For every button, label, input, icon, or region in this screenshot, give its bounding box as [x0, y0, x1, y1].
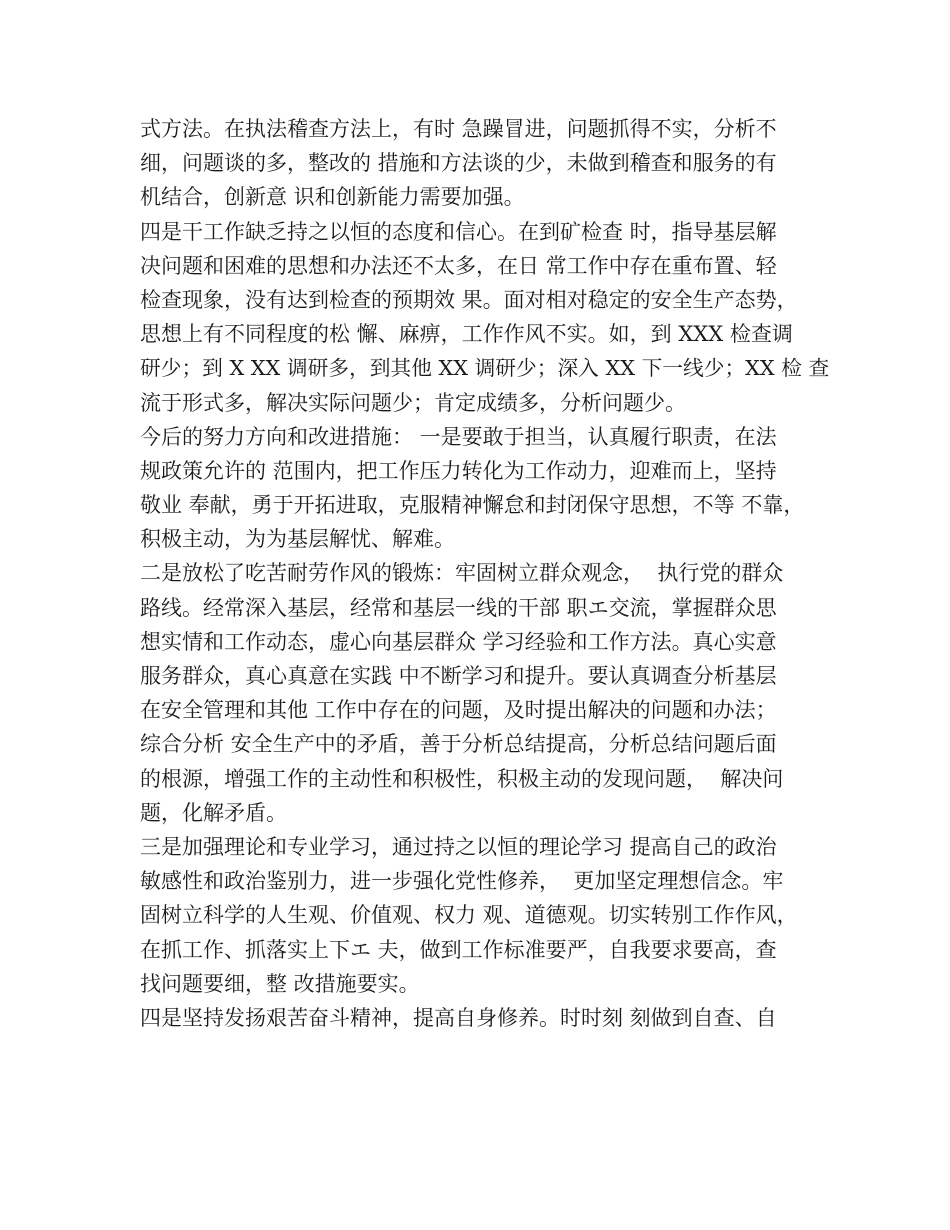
text-line: 机结合，创新意 识和创新能力需要加强。 [140, 185, 525, 210]
text-line: 的根源，增强工作的主动性和积极性，积极主动的发现问题， 解决问 [140, 766, 784, 791]
text-line: 四是坚持发扬艰苦奋斗精神，提高自身修养。时时刻 刻做到自查、自 [140, 1005, 777, 1030]
document-body [140, 112, 830, 1035]
text-line: 服务群众，真心真意在实践 中不断学习和提升。要认真调查分析基层 [140, 664, 777, 688]
text-line: 细，问题谈的多，整改的 措施和方法谈的少，未做到稽查和服务的有 [140, 151, 777, 176]
text-line: 在抓工作、抓落实上下エ 夫，做到工作标准要严，自我要求要高，查 [140, 937, 777, 962]
text-line: 今后的努力方向和改进措施： 一是要敢于担当，认真履行职责，在法 [140, 424, 777, 449]
text-line: 思想上有不同程度的松 懈、麻痹，工作作风不实。如，到 XXX 检查调 [140, 322, 793, 347]
text-line: 敬业 奉献，勇于开拓进取，克服精神懈怠和封闭保守思想，不等 不靠， [140, 493, 805, 518]
text-line: 流于形式多，解决实际问题少；肯定成绩多，分析问题少。 [140, 390, 686, 415]
text-line: 综合分析 安全生产中的矛盾，善于分析总结提高，分析总结问题后面 [140, 732, 777, 757]
text-line: 题，化解矛盾。 [140, 800, 287, 825]
text-line: 规政策允许的 范围内，把工作压力转化为工作动力，迎难而上，坚持 [140, 458, 777, 483]
text-line: 式方法。在执法稽查方法上，有时 急躁冒进，问题抓得不实，分析不 [140, 117, 777, 141]
text-line: 想实情和工作动态，虚心向基层群众 学习经验和工作方法。真心实意 [140, 629, 777, 654]
text-line: 积极主动，为为基层解忧、解难。 [140, 527, 455, 552]
text-line: 三是加强理论和专业学习，通过持之以恒的理论学习 提高自己的政治 [140, 834, 777, 859]
text-line: 找问题要细，整 改措施要实。 [140, 971, 420, 996]
text-line: 在安全管理和其他 工作中存在的问题，及时提出解决的问题和办法； [140, 698, 777, 723]
text-line: 路线。经常深入基层，经常和基层一线的干部 职エ交流，掌握群众思 [140, 595, 777, 620]
text-line: 四是干工作缺乏持之以恒的态度和信心。在到矿检查 时，指导基层解 [140, 219, 777, 244]
text-line: 研少；到 X XX 调研多，到其他 XX 调研少；深入 XX 下一线少；XX 检 查 [140, 356, 830, 381]
text-line: 固树立科学的人生观、价值观、权力 观、道德观。切实转别工作作风， [140, 903, 798, 928]
text-line: 敏感性和政治鉴别力，进一步强化党性修养， 更加坚定理想信念。牢 [140, 869, 784, 894]
text-line: 检查现象，没有达到检查的预期效 果。面对相对稳定的安全生产态势， [140, 287, 798, 312]
text-line: 二是放松了吃苦耐劳作风的锻炼：牢固树立群众观念， 执行党的群众 [140, 561, 784, 586]
text-line: 决问题和困难的思想和办法还不太多，在日 常工作中存在重布置、轻 [140, 253, 777, 278]
